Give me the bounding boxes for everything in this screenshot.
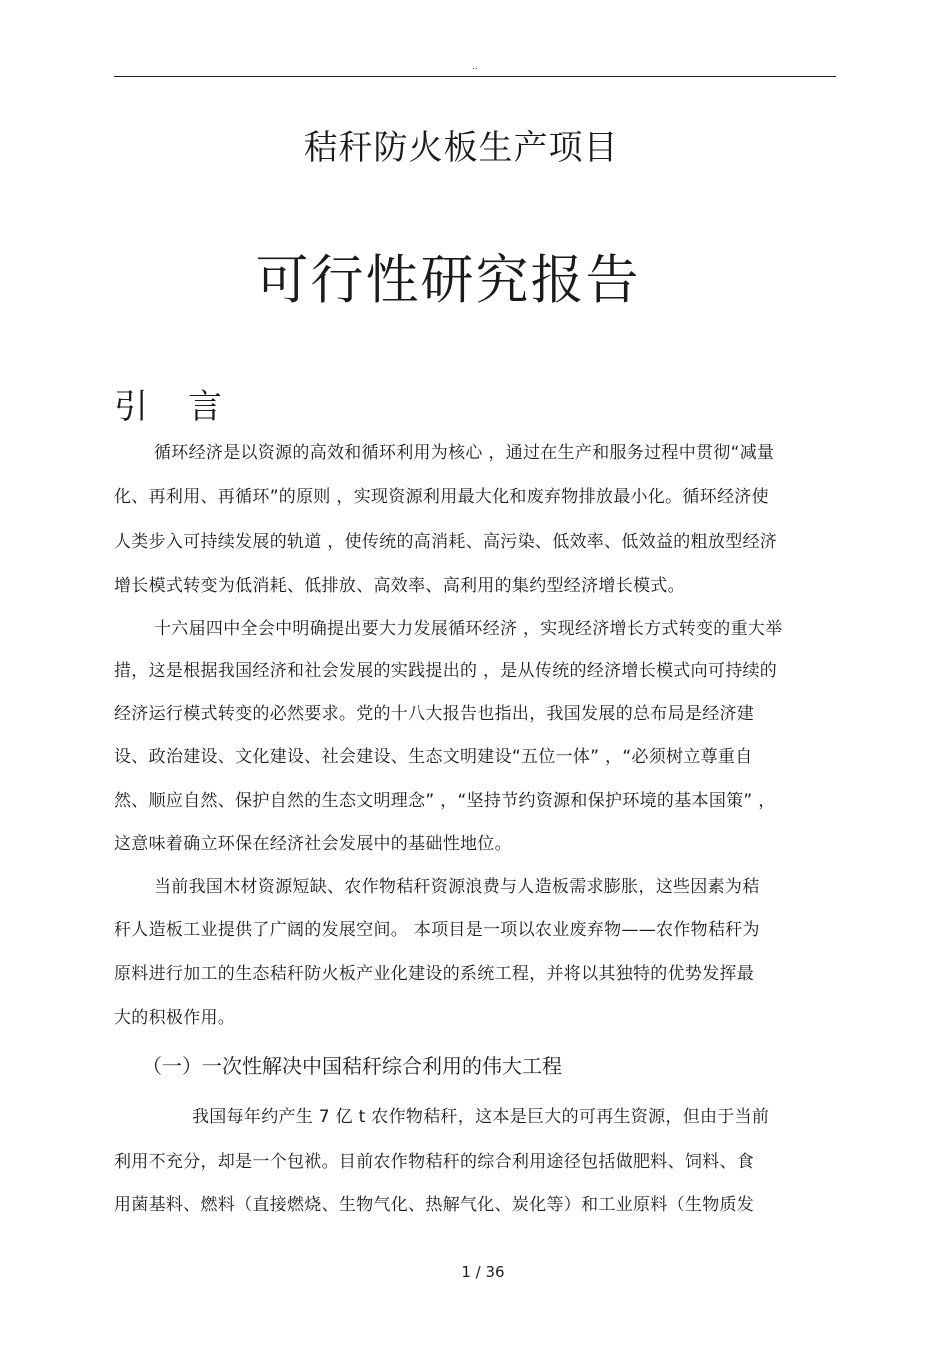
paragraph-3-line-4: 大的积极作用。 (114, 1008, 236, 1028)
paragraph-4-line-2: 利用不充分，却是一个包袱。目前农作物秸秆的综合利用途径包括做肥料、饲料、食 (114, 1152, 755, 1172)
paragraph-2-line-5: 然、顺应自然、保护自然的生态文明理念” ，“坚持节约资源和保护环境的基本国策” ， (114, 791, 776, 811)
subsection-heading-1: （一）一次性解决中国秸秆综合利用的伟大工程 (142, 1054, 562, 1078)
paragraph-3-line-3: 原料进行加工的生态秸秆防火板产业化建设的系统工程，并将以其独特的优势发挥最 (114, 964, 755, 984)
paragraph-4-line-1: 我国每年约产生 7 亿 t 农作物秸秆，这本是巨大的可再生资源，但由于当前 (192, 1107, 770, 1127)
section-heading-char1: 引 (114, 387, 148, 427)
page-number: 1 / 36 (461, 1263, 505, 1281)
paragraph-2-line-4: 设、政治建设、文化建设、社会建设、生态文明建设“五位一体” ，“必须树立尊重自 (114, 747, 753, 767)
header-mark: .. (472, 62, 478, 72)
paragraph-3-line-2: 秆人造板工业提供了广阔的发展空间。 本项目是一项以农业废弃物——农作物秸秆为 (114, 920, 760, 940)
paragraph-3-line-1: 当前我国木材资源短缺、农作物秸秆资源浪费与人造板需求膨胀，这些因素为秸 (154, 877, 760, 897)
paragraph-1-line-2: 化、再利用、再循环”的原则 ，实现资源利用最大化和废弃物排放最小化。循环经济使 (114, 487, 769, 507)
header-rule (114, 76, 836, 77)
paragraph-1-line-3: 人类步入可持续发展的轨道 ，使传统的高消耗、高污染、低效率、低效益的粗放型经济 (114, 532, 778, 552)
paragraph-1-line-4: 增长模式转变为低消耗、低排放、高效率、高利用的集约型经济增长模式。 (114, 576, 685, 596)
section-heading-introduction (114, 384, 222, 430)
paragraph-2-line-1: 十六届四中全会中明确提出要大力发展循环经济 ，实现经济增长方式转变的重大举 (154, 619, 783, 639)
paragraph-2-line-6: 这意味着确立环保在经济社会发展中的基础性地位。 (114, 834, 512, 854)
paragraph-4-line-3: 用菌基料、燃料（直接燃烧、生物气化、热解气化、炭化等）和工业原料（生物质发 (114, 1195, 755, 1215)
section-heading-char2: 言 (188, 387, 222, 427)
paragraph-1-line-1: 循环经济是以资源的高效和循环利用为核心 ，通过在生产和服务过程中贯彻“减量 (154, 443, 775, 463)
document-title-line2: 可行性研究报告 (255, 250, 641, 311)
paragraph-2-line-2: 措，这是根据我国经济和社会发展的实践提出的 ，是从传统的经济增长模式向可持续的 (114, 661, 778, 681)
document-title-line1: 秸秆防火板生产项目 (303, 128, 619, 168)
paragraph-2-line-3: 经济运行模式转变的必然要求。党的十八大报告也指出，我国发展的总布局是经济建 (114, 704, 755, 724)
